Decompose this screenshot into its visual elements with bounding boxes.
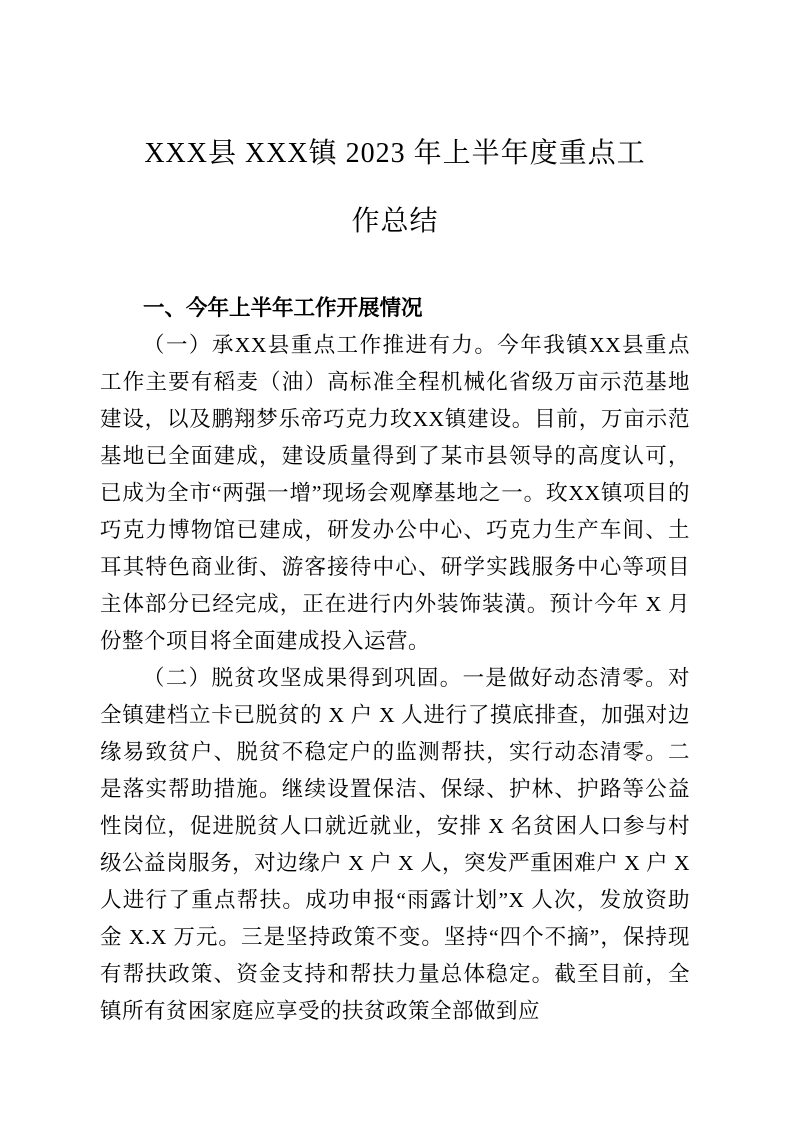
document-title: [100, 120, 690, 256]
title-line-2: 作总结: [351, 206, 439, 237]
paragraph-lead: （二）脱贫攻坚成果得到巩固。: [143, 666, 463, 690]
section-heading: 一、今年上半年工作开展情况: [143, 296, 423, 320]
paragraph-body: 一是做好动态清零。对全镇建档立卡已脱贫的 X 户 X 人进行了摸底排查，加强对边缘易致贫户、脱贫不稳定户的监测帮扶，实行动态清零。二是落实帮助措施。继续设置保洁、保绿、护林、护路等公益性岗位，促进脱贫人口就近就业，安排 X 名贫困人口参与村级公益岗服务，对边缘户 X 户 X 人，突发严重困难户 X 户 X 人进行了重点帮扶。成功申报“雨露计划”X 人次，发放资助金 X.X 万元。三是坚持政策不变。坚持“四个不摘”，保持现有帮扶政策、资金支持和帮扶力量总体稳定。截至目前，全镇所有贫困家庭应享受的扶贫政策全部做到应: [100, 666, 690, 1023]
title-line-1: XXX县 XXX镇 2023 年上半年度重点工: [144, 138, 646, 169]
paragraph-lead: （一）承XX县重点工作推进有力。: [143, 333, 498, 357]
paragraph: [100, 327, 690, 660]
paragraph: [100, 660, 690, 1030]
paragraph-body: 今年我镇XX县重点工作主要有稻麦（油）高标准全程机械化省级万亩示范基地建设，以及鹏翔梦乐帝巧克力玫XX镇建设。目前，万亩示范基地已全面建成，建设质量得到了某市县领导的高度认可，已成为全市“两强一增”现场会观摩基地之一。玫XX镇项目的巧克力博物馆已建成，研发办公中心、巧克力生产车间、土耳其特色商业街、游客接待中心、研学实践服务中心等项目主体部分已经完成，正在进行内外装饰装潢。预计今年 X 月份整个项目将全面建成投入运营。: [100, 333, 690, 653]
